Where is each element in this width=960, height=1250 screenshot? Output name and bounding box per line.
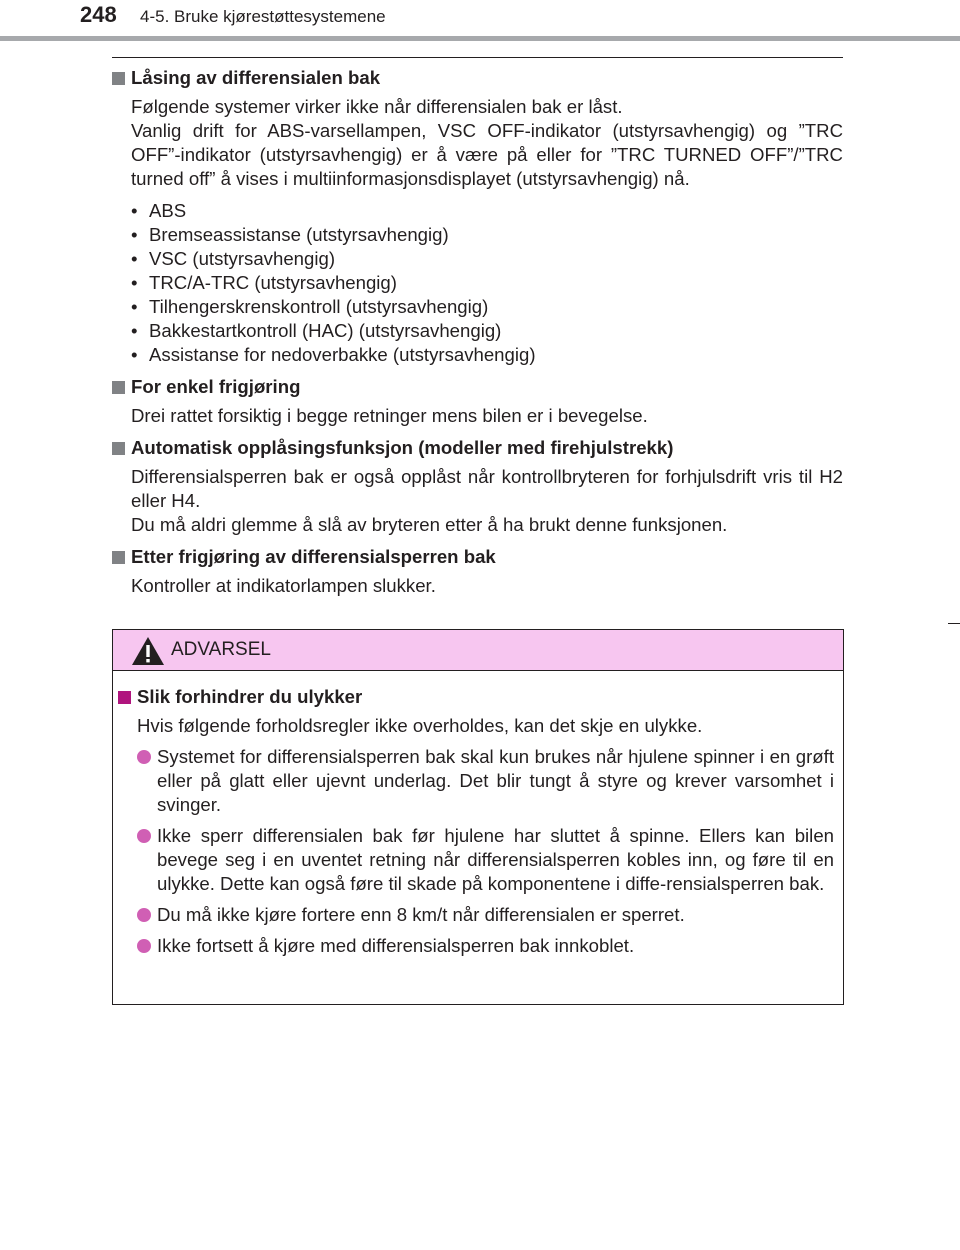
circle-bullet-icon [137, 908, 151, 922]
circle-bullet-icon [137, 939, 151, 953]
list-item: • ABS [131, 199, 843, 223]
list-item: • Bakkestartkontroll (HAC) (utstyrsavhengig) [131, 319, 843, 343]
warning-item: Ikke sperr differensialen bak før hjulene har sluttet å spinne. Ellers kan bilen bevege seg i en uventet retning når differensialsperren kobles inn, og føre til en ulykke. Dette kan også føre til skade på komponentene i diffe-rensialsperren bak. [118, 824, 834, 896]
section-easy-release [112, 375, 843, 428]
square-bullet-icon [112, 551, 125, 564]
paragraph: Drei rattet forsiktig i begge retninger mens bilen er i bevegelse. [131, 405, 648, 426]
list-item: • VSC (utstyrsavhengig) [131, 247, 843, 271]
section-title: Låsing av differensialen bak [112, 66, 843, 90]
system-list [112, 199, 843, 367]
warning-item: Du må ikke kjøre fortere enn 8 km/t når differensialen er sperret. [118, 903, 834, 927]
paragraph: Følgende systemer virker ikke når differensialen bak er låst. [131, 96, 623, 117]
edge-mark [948, 623, 960, 624]
warning-triangle-icon [131, 636, 165, 666]
paragraph: Vanlig drift for ABS-varsellampen, VSC OFF-indikator (utstyrsavhengig) og ”TRC OFF”-indikator (utstyrsavhengig) er å være på eller for ”TRC TURNED OFF”/”TRC turned off” å vises i multiinformasjonsdisplayet (utstyrsavhengig) nå. [131, 120, 843, 189]
warning-item: Systemet for differensialsperren bak skal kun brukes når hjulene spinner i en grøft eller på glatt eller ujevnt underlag. Det blir tungt å styre og krever varsomhet i svinger. [118, 745, 834, 817]
main-content [112, 66, 843, 606]
list-item: • TRC/A-TRC (utstyrsavhengig) [131, 271, 843, 295]
paragraph: Kontroller at indikatorlampen slukker. [131, 575, 436, 596]
section-after-release [112, 545, 843, 598]
square-bullet-icon [112, 381, 125, 394]
page-number: 248 [80, 2, 117, 27]
warning-label: ADVARSEL [171, 639, 271, 660]
list-item: • Assistanse for nedoverbakke (utstyrsavhengig) [131, 343, 843, 367]
header-bar [0, 36, 960, 41]
square-bullet-icon [118, 691, 131, 704]
circle-bullet-icon [137, 750, 151, 764]
warning-header [113, 630, 843, 671]
warning-box [112, 629, 844, 1005]
square-bullet-icon [112, 72, 125, 85]
warning-intro: Hvis følgende forholdsregler ikke overholdes, kan det skje en ulykke. [137, 715, 703, 736]
section-title: Etter frigjøring av differensialsperren bak [112, 545, 843, 569]
square-bullet-icon [112, 442, 125, 455]
warning-item: Ikke fortsett å kjøre med differensialsperren bak innkoblet. [118, 934, 834, 958]
chapter-title: 4-5. Bruke kjørestøttesystemene [140, 7, 386, 26]
paragraph: Du må aldri glemme å slå av bryteren etter å ha brukt denne funksjonen. [131, 514, 728, 535]
top-rule [112, 57, 843, 58]
warning-title: Slik forhindrer du ulykker [118, 685, 834, 709]
warning-body [113, 671, 843, 958]
section-locking [112, 66, 843, 367]
section-title: For enkel frigjøring [112, 375, 843, 399]
section-title: Automatisk opplåsingsfunksjon (modeller med firehjulstrekk) [112, 436, 843, 460]
list-item: • Bremseassistanse (utstyrsavhengig) [131, 223, 843, 247]
circle-bullet-icon [137, 829, 151, 843]
section-auto-unlock [112, 436, 843, 537]
paragraph: Differensialsperren bak er også opplåst når kontrollbryteren for forhjulsdrift vris til H2 eller H4. [131, 466, 843, 511]
list-item: • Tilhengerskrenskontroll (utstyrsavhengig) [131, 295, 843, 319]
